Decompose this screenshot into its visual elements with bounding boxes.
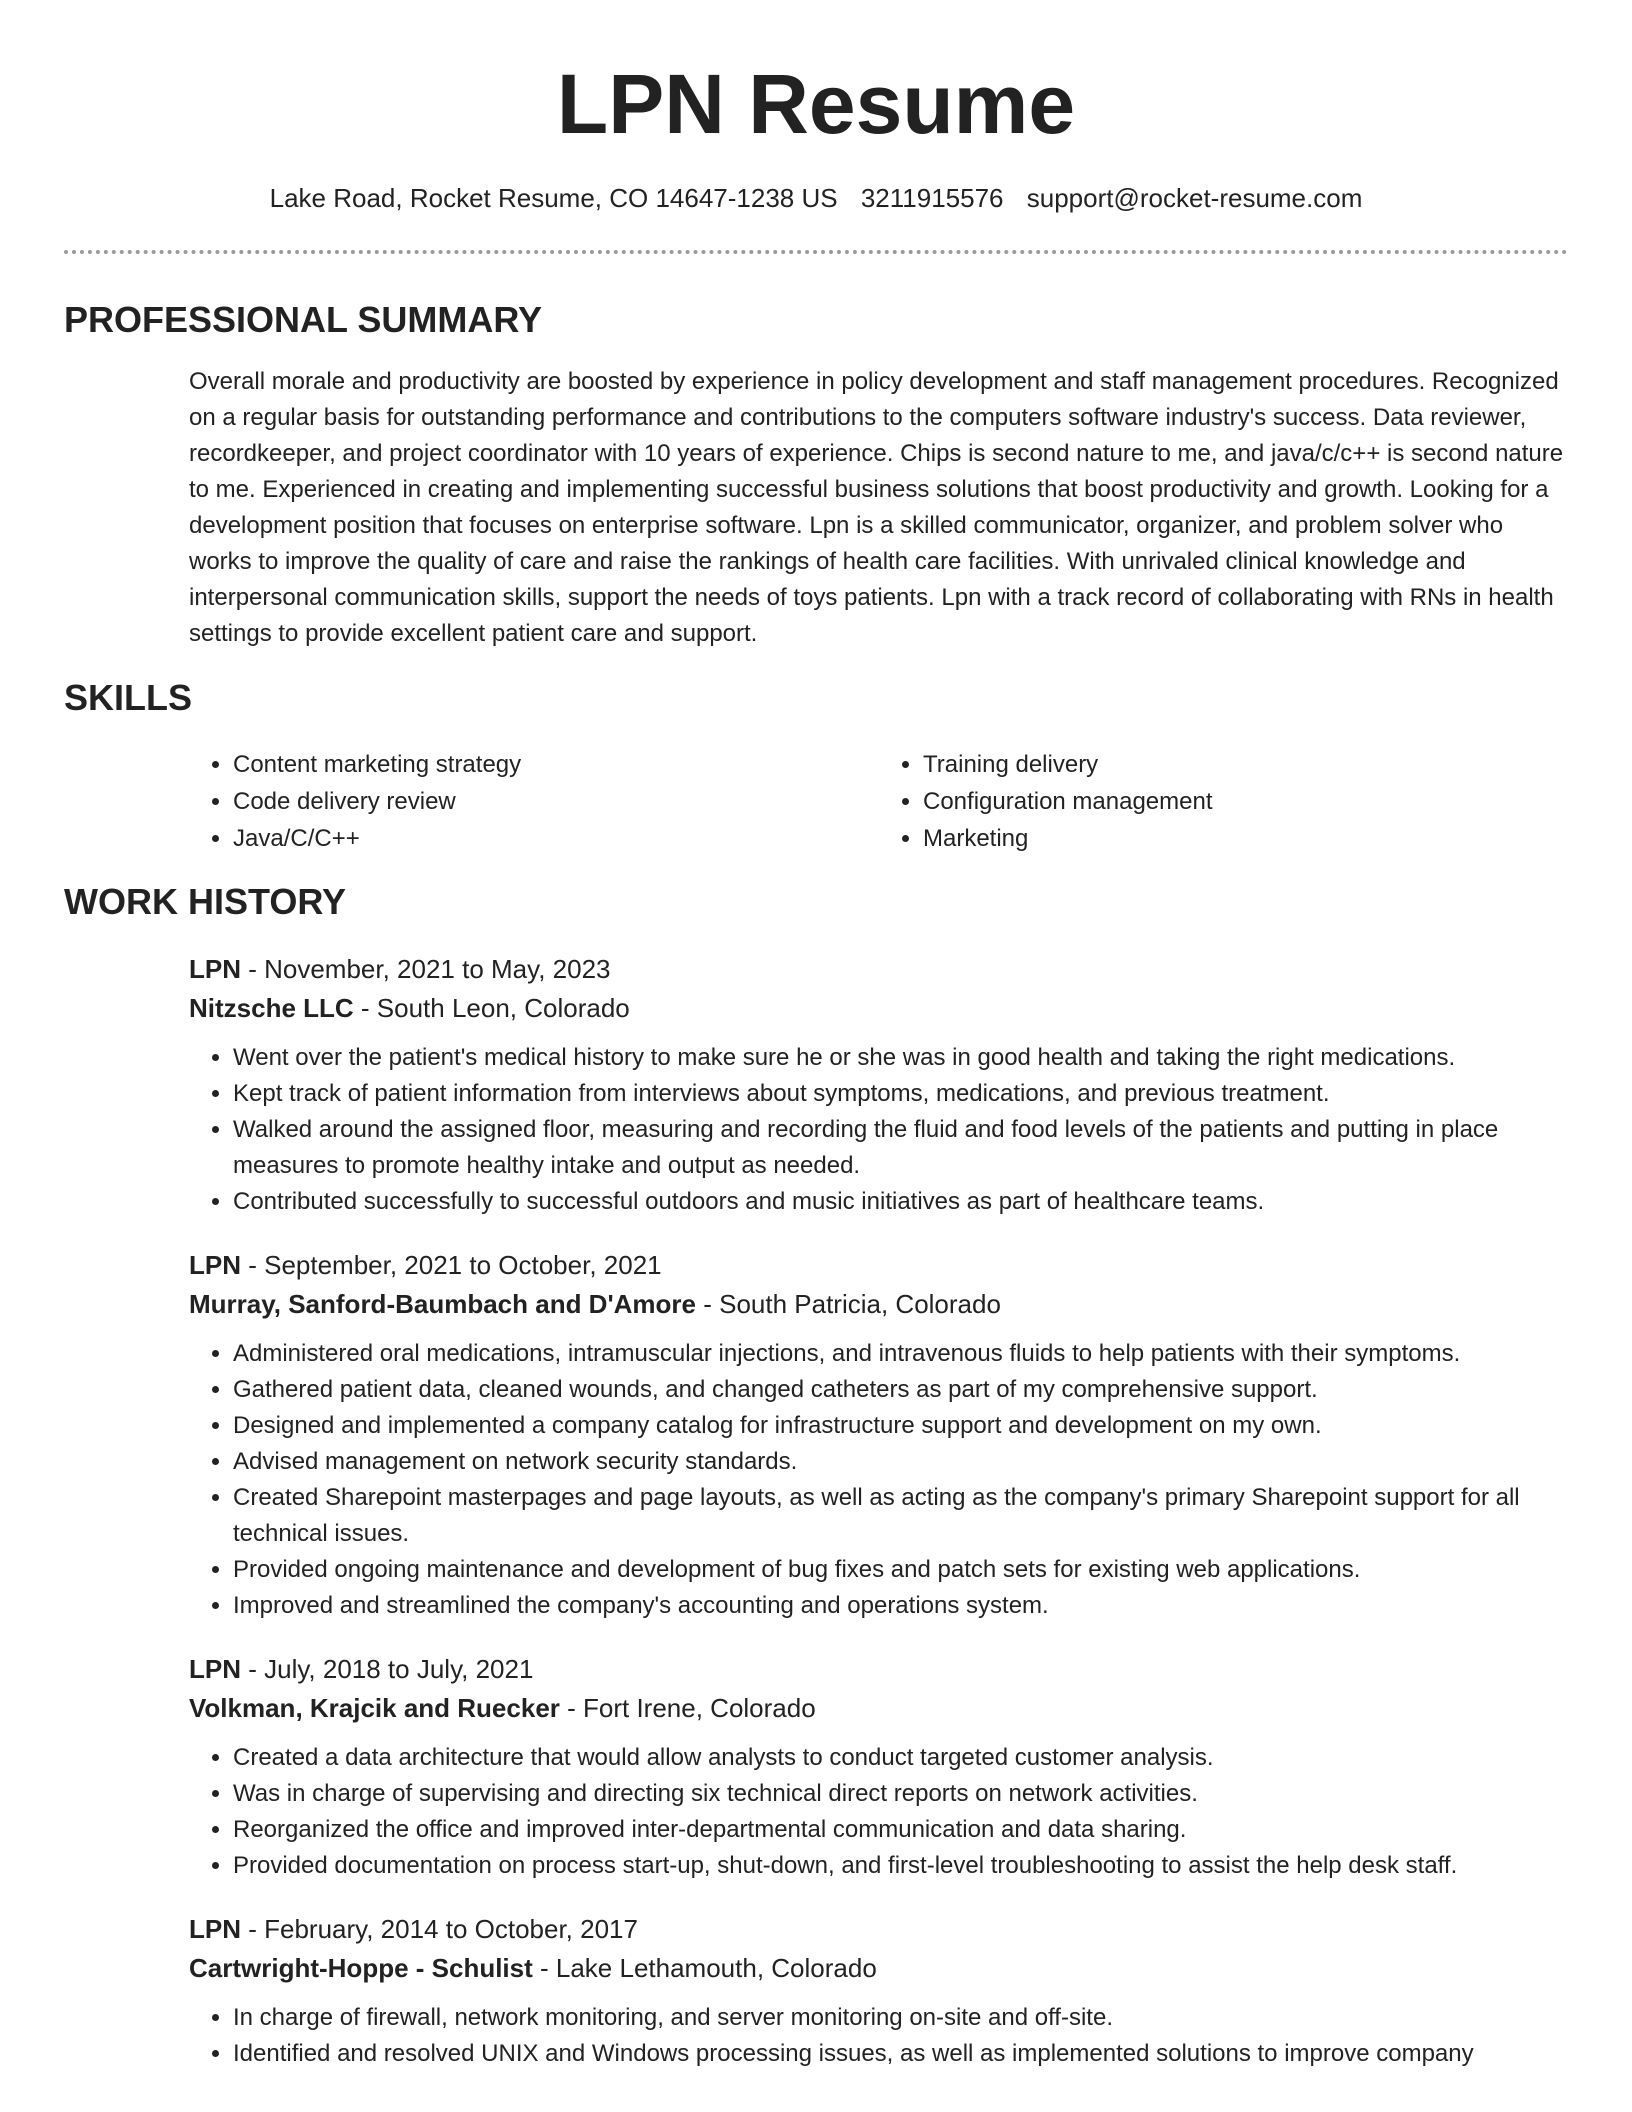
summary-heading: PROFESSIONAL SUMMARY	[64, 299, 543, 340]
job-bullet: • Provided ongoing maintenance and development of bug fixes and patch sets for existing web applications.	[233, 1552, 1569, 1588]
job-role: LPN	[189, 954, 241, 984]
job-bullet: • Identified and resolved UNIX and Windows processing issues, as well as implemented solutions to improve company	[233, 2036, 1569, 2072]
skills-column-right	[879, 746, 1569, 857]
job-bullet: • Contributed successfully to successful outdoors and music initiatives as part of healthcare teams.	[233, 1184, 1569, 1220]
job-bullet: • Created a data architecture that would allow analysts to conduct targeted customer analysis.	[233, 1740, 1569, 1776]
skills-column-left	[189, 746, 879, 857]
job-location: - Fort Irene, Colorado	[559, 1693, 816, 1723]
job-bullet: • Kept track of patient information from interviews about symptoms, medications, and previous treatment.	[233, 1076, 1569, 1112]
job-company-line	[189, 988, 1569, 1028]
header-divider	[64, 250, 1568, 254]
skill-item: • Java/C/C++	[233, 820, 879, 857]
skills-heading: SKILLS	[64, 677, 193, 718]
job-company-line	[189, 1948, 1569, 1988]
work-history-heading: WORK HISTORY	[64, 881, 347, 922]
job-dates: - November, 2021 to May, 2023	[241, 954, 611, 984]
skill-item: • Code delivery review	[233, 783, 879, 820]
job-bullet: • Walked around the assigned floor, measuring and recording the fluid and food levels of the patients and putting in place measures to promote healthy intake and output as needed.	[233, 1112, 1569, 1184]
job-location: - Lake Lethamouth, Colorado	[532, 1953, 877, 1983]
resume-name: LPN Resume	[556, 57, 1076, 151]
job-location: - South Leon, Colorado	[353, 993, 630, 1023]
job-bullet: • Was in charge of supervising and directing six technical direct reports on network activities.	[233, 1776, 1569, 1812]
job-company-line	[189, 1284, 1569, 1324]
job-bullet: • In charge of firewall, network monitoring, and server monitoring on-site and off-site.	[233, 2000, 1569, 2036]
job-role: LPN	[189, 1914, 241, 1944]
job-title-line	[189, 1910, 1569, 1948]
job-bullet: • Advised management on network security standards.	[233, 1444, 1569, 1480]
skill-item: • Configuration management	[923, 783, 1569, 820]
job-company: Volkman, Krajcik and Ruecker	[189, 1693, 560, 1723]
job-company: Cartwright-Hoppe - Schulist	[189, 1953, 533, 1983]
job-bullet: • Administered oral medications, intramuscular injections, and intravenous fluids to help patients with their symptoms.	[233, 1336, 1569, 1372]
job-bullet: • Went over the patient's medical history to make sure he or she was in good health and taking the right medications.	[233, 1040, 1569, 1076]
job-company: Nitzsche LLC	[189, 993, 354, 1023]
job-bullet: • Designed and implemented a company catalog for infrastructure support and development on my own.	[233, 1408, 1569, 1444]
job-bullets	[189, 2000, 1569, 2072]
job-bullet: • Improved and streamlined the company's accounting and operations system.	[233, 1588, 1569, 1624]
contact-address: Lake Road, Rocket Resume, CO 14647-1238 US	[269, 183, 838, 213]
job-location: - South Patricia, Colorado	[696, 1289, 1001, 1319]
job-entry	[189, 1650, 1569, 1884]
work-history	[189, 950, 1569, 2098]
job-bullets	[189, 1336, 1569, 1624]
job-bullet: • Reorganized the office and improved inter-departmental communication and data sharing.	[233, 1812, 1569, 1848]
job-bullet: • Provided documentation on process start-up, shut-down, and first-level troubleshooting to assist the help desk staff.	[233, 1848, 1569, 1884]
skill-item: • Marketing	[923, 820, 1569, 857]
job-bullets	[189, 1040, 1569, 1220]
contact-email: support@rocket-resume.com	[1026, 183, 1363, 213]
job-dates: - February, 2014 to October, 2017	[241, 1914, 638, 1944]
skills-list	[189, 746, 1569, 857]
skill-item: • Training delivery	[923, 746, 1569, 783]
job-bullet: • Created Sharepoint masterpages and page layouts, as well as acting as the company's primary Sharepoint support for all technical issues.	[233, 1480, 1569, 1552]
job-entry	[189, 950, 1569, 1220]
job-title-line	[189, 1650, 1569, 1688]
job-entry	[189, 1910, 1569, 2072]
contact-phone: 3211915576	[860, 183, 1004, 213]
job-entry	[189, 1246, 1569, 1624]
job-title-line	[189, 950, 1569, 988]
summary-text: Overall morale and productivity are boosted by experience in policy development and staff management procedures. Recognized on a regular basis for outstanding performance and contributions to the computers software industry's success. Data reviewer, recordkeeper, and project coordinator with 10 years of experience. Chips is second nature to me, and java/c/c++ is second nature to me. Experienced in creating and implementing successful business solutions that boost productivity and growth. Looking for a development position that focuses on enterprise software. Lpn is a skilled communicator, organizer, and problem solver who works to improve the quality of care and raise the rankings of health care facilities. With unrivaled clinical knowledge and interpersonal communication skills, support the needs of toys patients. Lpn with a track record of collaborating with RNs in health settings to provide excellent patient care and support.	[189, 368, 1564, 647]
job-bullets	[189, 1740, 1569, 1884]
job-company: Murray, Sanford-Baumbach and D'Amore	[189, 1289, 696, 1319]
job-company-line	[189, 1688, 1569, 1728]
job-role: LPN	[189, 1250, 241, 1280]
contact-line	[0, 178, 1632, 218]
job-role: LPN	[189, 1654, 241, 1684]
job-dates: - July, 2018 to July, 2021	[241, 1654, 534, 1684]
job-bullet: • Gathered patient data, cleaned wounds, and changed catheters as part of my comprehensive support.	[233, 1372, 1569, 1408]
job-dates: - September, 2021 to October, 2021	[241, 1250, 662, 1280]
skill-item: • Content marketing strategy	[233, 746, 879, 783]
job-title-line	[189, 1246, 1569, 1284]
